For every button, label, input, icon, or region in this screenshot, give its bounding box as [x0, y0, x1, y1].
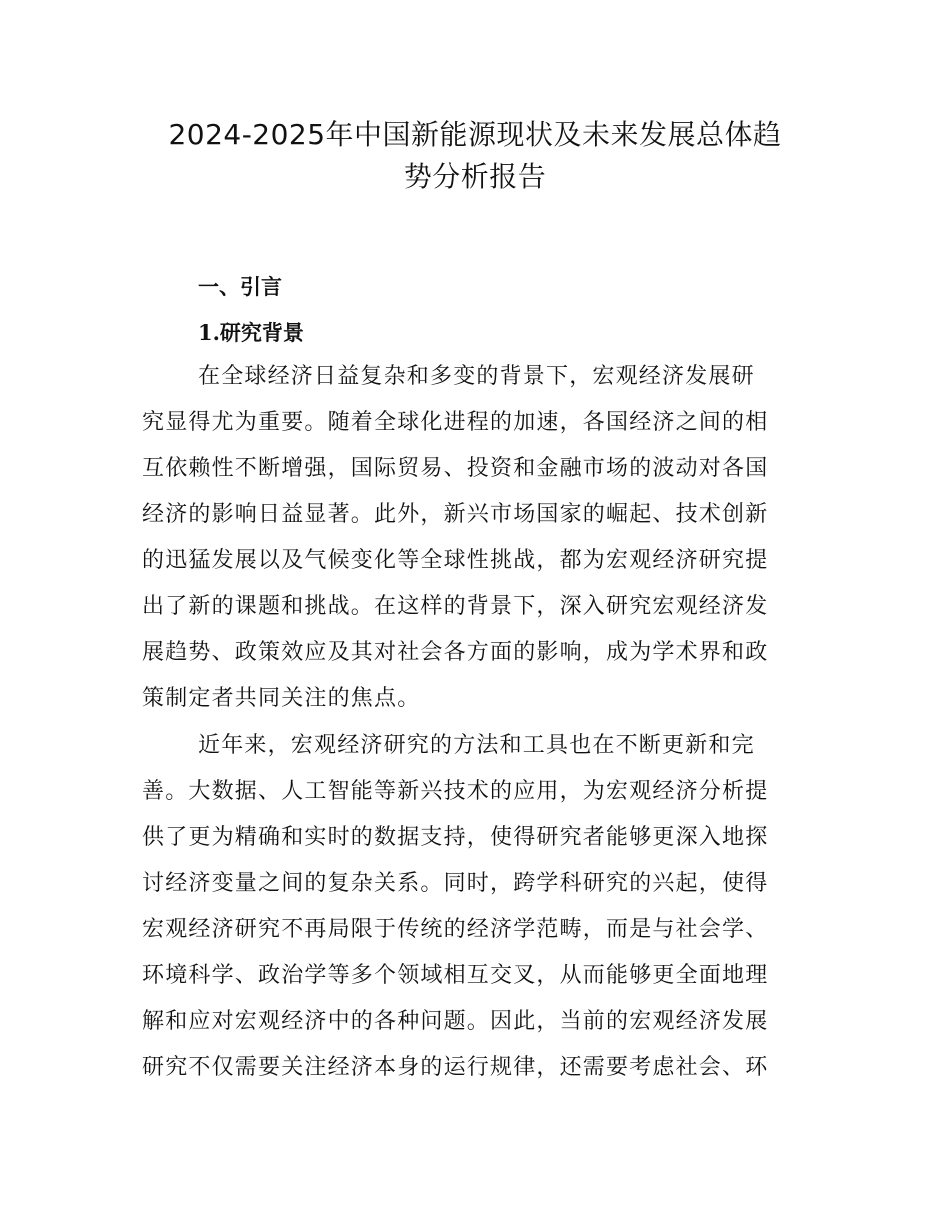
title-line-1: 2024-2025年中国新能源现状及未来发展总体趋 [168, 118, 782, 151]
paragraph-line: 经济的影响日益显著。此外，新兴市场国家的崛起、技术创新 [142, 502, 769, 527]
paragraph-line: 宏观经济研究不再局限于传统的经济学范畴，而是与社会学、 [142, 917, 769, 942]
paragraph-line: 的迅猛发展以及气候变化等全球性挑战，都为宏观经济研究提 [142, 548, 769, 573]
paragraph-1 [142, 354, 812, 722]
paragraph-line: 解和应对宏观经济中的各种问题。因此，当前的宏观经济发展 [142, 1009, 769, 1034]
paragraph-line: 出了新的课题和挑战。在这样的背景下，深入研究宏观经济发 [142, 594, 769, 619]
subsection-heading: 1.研究背景 [198, 320, 304, 345]
section-heading: 一、引言 [198, 274, 282, 299]
paragraph-line: 互依赖性不断增强，国际贸易、投资和金融市场的波动对各国 [142, 456, 769, 481]
paragraph-line: 策制定者共同关注的焦点。 [142, 686, 421, 711]
document-title [140, 114, 810, 198]
paragraph-line: 善。大数据、人工智能等新兴技术的应用，为宏观经济分析提 [142, 779, 769, 804]
paragraph-line: 近年来，宏观经济研究的方法和工具也在不断更新和完 [198, 733, 755, 758]
paragraph-line: 展趋势、政策效应及其对社会各方面的影响，成为学术界和政 [142, 640, 769, 665]
paragraph-line: 讨经济变量之间的复杂关系。同时，跨学科研究的兴起，使得 [142, 871, 769, 896]
paragraph-line: 环境科学、政治学等多个领域相互交叉，从而能够更全面地理 [142, 963, 769, 988]
title-line-2: 势分析报告 [403, 160, 547, 193]
paragraph-line: 在全球经济日益复杂和多变的背景下，宏观经济发展研 [198, 364, 755, 389]
paragraph-line: 研究不仅需要关注经济本身的运行规律，还需要考虑社会、环 [142, 1055, 769, 1080]
paragraph-line: 供了更为精确和实时的数据支持，使得研究者能够更深入地探 [142, 825, 769, 850]
paragraph-2 [142, 723, 812, 1091]
paragraph-line: 究显得尤为重要。随着全球化进程的加速，各国经济之间的相 [142, 410, 769, 435]
